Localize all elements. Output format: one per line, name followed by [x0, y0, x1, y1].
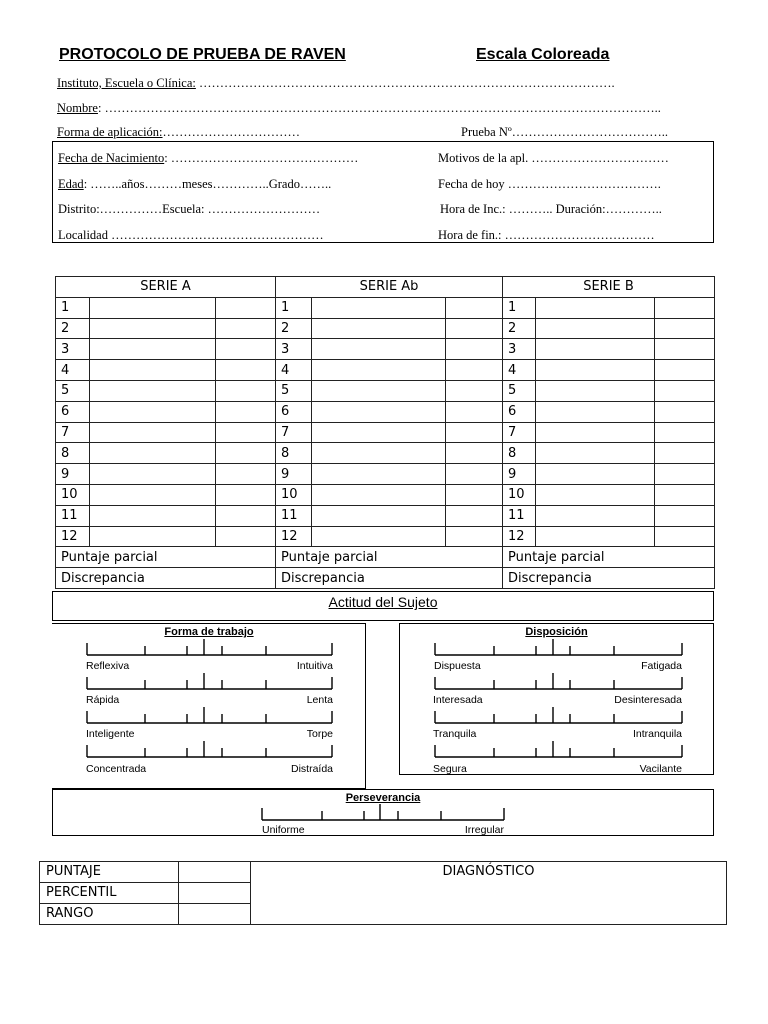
item-number: 4: [56, 360, 90, 381]
scale-label-left: Concentrada: [86, 763, 147, 775]
item-number: 6: [276, 401, 312, 422]
item-number: 2: [276, 318, 312, 339]
item-number: 7: [276, 422, 312, 443]
forma-field[interactable]: ……………………………: [162, 125, 301, 139]
item-number: 9: [503, 464, 536, 485]
percentil-label: PERCENTIL: [40, 883, 179, 904]
puntaje-value[interactable]: [179, 862, 251, 883]
item-number: 1: [503, 297, 536, 318]
item-number: 8: [56, 443, 90, 464]
item-number: 1: [276, 297, 312, 318]
form-subtitle: Escala Coloreada: [476, 46, 610, 63]
actitud-title: Actitud del Sujeto: [328, 594, 438, 610]
puntaje-label: PUNTAJE: [40, 862, 179, 883]
item-number: 10: [503, 484, 536, 505]
perseverancia-label-right: Irregular: [464, 824, 504, 836]
scale-label-right: Lenta: [306, 694, 333, 706]
summary-table: [39, 861, 727, 925]
item-number: 1: [56, 297, 90, 318]
item-number: 11: [56, 505, 90, 526]
item-number: 4: [503, 360, 536, 381]
distrito-escuela-field[interactable]: Distrito:……………Escuela: ………………………: [58, 202, 321, 216]
serie-ab-header: SERIE Ab: [276, 277, 503, 298]
item-number: 9: [276, 464, 312, 485]
item-number: 9: [56, 464, 90, 485]
item-number: 5: [276, 380, 312, 401]
scale-label-left: Interesada: [433, 694, 483, 706]
serie-a-header: SERIE A: [56, 277, 276, 298]
diagnostico-label: DIAGNÓSTICO: [442, 864, 535, 879]
scale-label-right: Torpe: [306, 728, 333, 740]
item-number: 5: [503, 380, 536, 401]
item-number: 3: [503, 339, 536, 360]
scale-label-right: Distraída: [290, 763, 333, 775]
serie-b-discrepancia[interactable]: Discrepancia: [503, 568, 715, 589]
serie-ab-puntaje[interactable]: Puntaje parcial: [276, 547, 503, 568]
item-number: 4: [276, 360, 312, 381]
perseverancia-label-left: Uniforme: [262, 824, 305, 836]
item-number: 8: [503, 443, 536, 464]
scale-label-right: Vacilante: [639, 763, 682, 775]
scale-label-right: Intranquila: [632, 728, 682, 740]
item-number: 11: [503, 505, 536, 526]
item-number: 12: [503, 526, 536, 547]
serie-a-puntaje[interactable]: Puntaje parcial: [56, 547, 276, 568]
scale-label-right: Desinteresada: [614, 694, 682, 706]
item-number: 7: [56, 422, 90, 443]
disposicion-title: Disposición: [525, 626, 588, 638]
serie-b-puntaje[interactable]: Puntaje parcial: [503, 547, 715, 568]
item-number: 11: [276, 505, 312, 526]
localidad-field[interactable]: Localidad ……………………………………………: [58, 228, 324, 242]
item-number: 10: [56, 484, 90, 505]
scale-label-left: Rápida: [86, 694, 120, 706]
percentil-value[interactable]: [179, 883, 251, 904]
diagnostico-cell[interactable]: [251, 862, 727, 925]
instituto-label: Instituto, Escuela o Clínica:: [57, 76, 196, 90]
edad-field[interactable]: : ……..años………meses…………..Grado……..: [83, 177, 332, 191]
item-number: 3: [56, 339, 90, 360]
fecha-nacimiento-field[interactable]: : ………………………………………: [164, 151, 359, 165]
nombre-field[interactable]: : ……………………………………………………………………………………………………………………..: [97, 101, 661, 115]
scale-label-left: Segura: [433, 763, 467, 775]
scale-label-left: Reflexiva: [86, 660, 130, 672]
edad-label: Edad: [58, 177, 84, 191]
item-number: 7: [503, 422, 536, 443]
prueba-field[interactable]: Prueba Nº………………………………..: [461, 125, 668, 139]
instituto-field[interactable]: ……………………………………………………………………………………….: [195, 76, 615, 90]
item-number: 10: [276, 484, 312, 505]
scale-label-right: Intuitiva: [296, 660, 333, 672]
item-number: 2: [503, 318, 536, 339]
item-number: 8: [276, 443, 312, 464]
item-number: 6: [503, 401, 536, 422]
fecha-nacimiento-label: Fecha de Nacimiento: [58, 151, 165, 165]
item-number: 12: [276, 526, 312, 547]
serie-b-header: SERIE B: [503, 277, 715, 298]
scale-label-left: Inteligente: [86, 728, 135, 740]
forma-label: Forma de aplicación:: [57, 125, 163, 139]
forma-trabajo-title: Forma de trabajo: [164, 626, 254, 638]
scale-label-left: Dispuesta: [434, 660, 481, 672]
serie-a-discrepancia[interactable]: Discrepancia: [56, 568, 276, 589]
item-number: 3: [276, 339, 312, 360]
item-number: 2: [56, 318, 90, 339]
item-number: 6: [56, 401, 90, 422]
rango-value[interactable]: [179, 904, 251, 925]
divider: [52, 788, 366, 790]
fecha-hoy-field[interactable]: Fecha de hoy ……………………………….: [438, 177, 661, 191]
nombre-label: Nombre: [57, 101, 98, 115]
item-number: 12: [56, 526, 90, 547]
scale-label-left: Tranquila: [433, 728, 477, 740]
perseverancia-title: Perseverancia: [345, 792, 421, 804]
hora-fin-field[interactable]: Hora de fin.: ………………………………: [438, 228, 655, 242]
scale-label-right: Fatigada: [641, 660, 682, 672]
form-title: PROTOCOLO DE PRUEBA DE RAVEN: [59, 46, 346, 63]
puntaje-row: [40, 862, 727, 883]
rango-label: RANGO: [40, 904, 179, 925]
item-number: 5: [56, 380, 90, 401]
motivos-field[interactable]: Motivos de la apl. ……………………………: [438, 151, 669, 165]
hora-inicio-duracion-field[interactable]: Hora de Inc.: ……….. Duración:…………..: [440, 202, 662, 216]
serie-ab-discrepancia[interactable]: Discrepancia: [276, 568, 503, 589]
